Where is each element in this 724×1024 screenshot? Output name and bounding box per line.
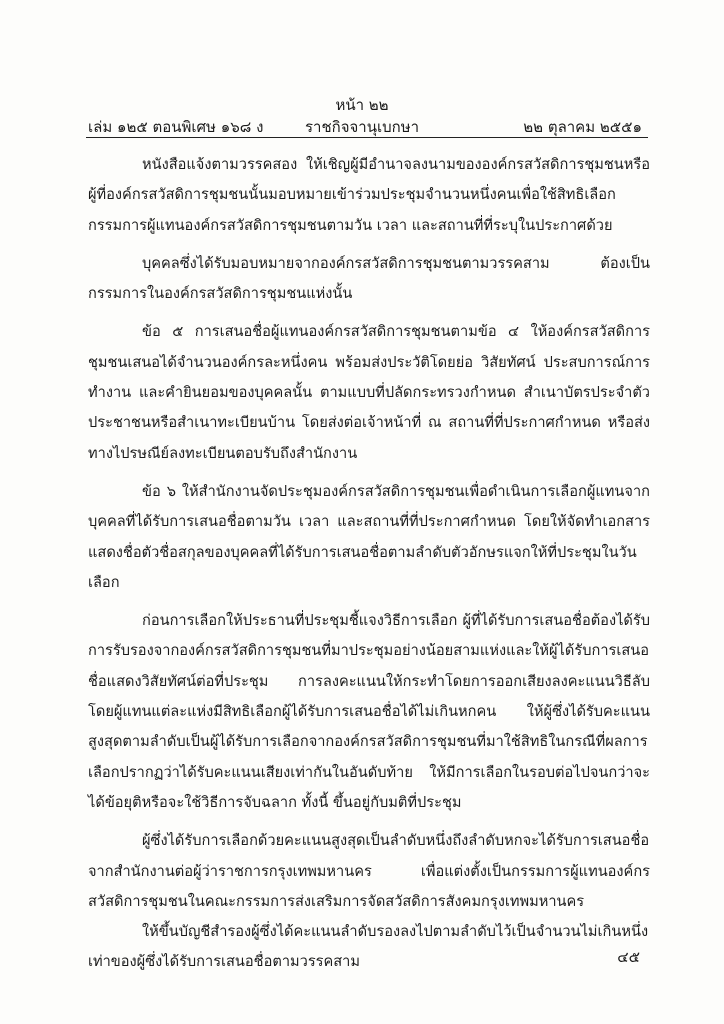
paragraph-appointment: ผู้ซึ่งได้รับการเลือกด้วยคะแนนสูงสุดเป็นลำดับหนึ่งถึงลำดับหกจะได้รับการเสนอชื่อจากสำนักงานต่อผู้ว่าราชการกรุงเทพมหานคร เพื่อแต่งตั้งเป็นกรรมการผู้แทนองค์กรสวัสดิการชุมชนในคณะกรรมการส่งเสริมการจัดสวัสดิการสังคมกรุงเทพมหานคร <box>88 832 650 910</box>
publication-title: ราชกิจจานุเบกษา <box>304 118 420 136</box>
page-label: หน้า ๒๒ <box>335 96 389 114</box>
paragraph-clause-5: ข้อ ๕ การเสนอชื่อผู้แทนองค์กรสวัสดิการชุมชนตามข้อ ๔ ให้องค์กรสวัสดิการชุมชนเสนอได้จำนวนองค์กรละหนึ่งคน พร้อมส่งประวัติโดยย่อ วิสัยทัศน์ ประสบการณ์การทำงาน และคำยินยอมของบุคคลนั้น ตามแบบที่ปลัดกระทรวงกำหนด สำเนาบัตรประจำตัวประชาชนหรือสำเนาทะเบียนบ้าน โดยส่งต่อเจ้าหน้าที่ ณ สถานที่ที่ประกาศกำหนด หรือส่งทางไปรษณีย์ลงทะเบียนตอบรับถึงสำนักงาน <box>88 323 650 462</box>
paragraph-notification: หนังสือแจ้งตามวรรคสอง ให้เชิญผู้มีอำนาจลงนามขององค์กรสวัสดิการชุมชนหรือผู้ที่องค์กรสวัสดิการชุมชนนั้นมอบหมายเข้าร่วมประชุมจำนวนหนึ่งคนเพื่อใช้สิทธิเลือกกรรมการผู้แทนองค์กรสวัสดิการชุมชนตามวัน เวลา และสถานที่ที่ระบุในประกาศด้วย <box>88 156 650 234</box>
paragraph-voting: ก่อนการเลือกให้ประธานที่ประชุมชี้แจงวิธีการเลือก ผู้ที่ได้รับการเสนอชื่อต้องได้รับการรับรองจากองค์กรสวัสดิการชุมชนที่มาประชุมอย่างน้อยสามแห่งและให้ผู้ได้รับการเสนอชื่อแสดงวิสัยทัศน์ต่อที่ประชุม การลงคะแนนให้กระทำโดยการออกเสียงลงคะแนนวิธีลับ โดยผู้แทนแต่ละแห่งมีสิทธิเลือกผู้ได้รับการเสนอชื่อได้ไม่เกินหกคน ให้ผู้ซึ่งได้รับคะแนนสูงสุดตามลำดับเป็นผู้ได้รับการเลือกจากองค์กรสวัสดิการชุมชนที่มาใช้สิทธิในกรณีที่ผลการเลือกปรากฏว่าได้รับคะแนนเสียงเท่ากันในอันดับท้าย ให้มีการเลือกในรอบต่อไปจนกว่าจะได้ข้อยุติหรือจะใช้วิธีการจับฉลาก ทั้งนี้ ขึ้นอยู่กับมติที่ประชุม <box>88 612 650 811</box>
volume-label: เล่ม ๑๒๕ ตอนพิเศษ ๑๖๘ ง <box>88 118 264 136</box>
header-row <box>0 115 724 137</box>
paragraph-delegate: บุคคลซึ่งได้รับมอบหมายจากองค์กรสวัสดิการชุมชนตามวรรคสาม ต้องเป็นกรรมการในองค์กรสวัสดิการชุมชนแห่งนั้น <box>88 254 650 303</box>
paragraph-clause-6: ข้อ ๖ ให้สำนักงานจัดประชุมองค์กรสวัสดิการชุมชนเพื่อดำเนินการเลือกผู้แทนจากบุคคลที่ได้รับการเสนอชื่อตามวัน เวลา และสถานที่ที่ประกาศกำหนด โดยให้จัดทำเอกสารแสดงชื่อตัวชื่อสกุลของบุคคลที่ได้รับการเสนอชื่อตามลำดับตัวอักษรแจกให้ที่ประชุมในวันเลือก <box>88 482 650 591</box>
page-number: ๔๕ <box>617 948 640 966</box>
paragraph-reserve-list: ให้ขึ้นบัญชีสำรองผู้ซึ่งได้คะแนนลำดับรองลงไปตามลำดับไว้เป็นจำนวนไม่เกินหนึ่งเท่าของผู้ซึ่งได้รับการเสนอชื่อตามวรรคสาม <box>88 923 649 971</box>
document-body <box>88 150 650 978</box>
header-divider <box>86 137 648 138</box>
publication-date: ๒๒ ตุลาคม ๒๕๕๑ <box>523 118 642 136</box>
